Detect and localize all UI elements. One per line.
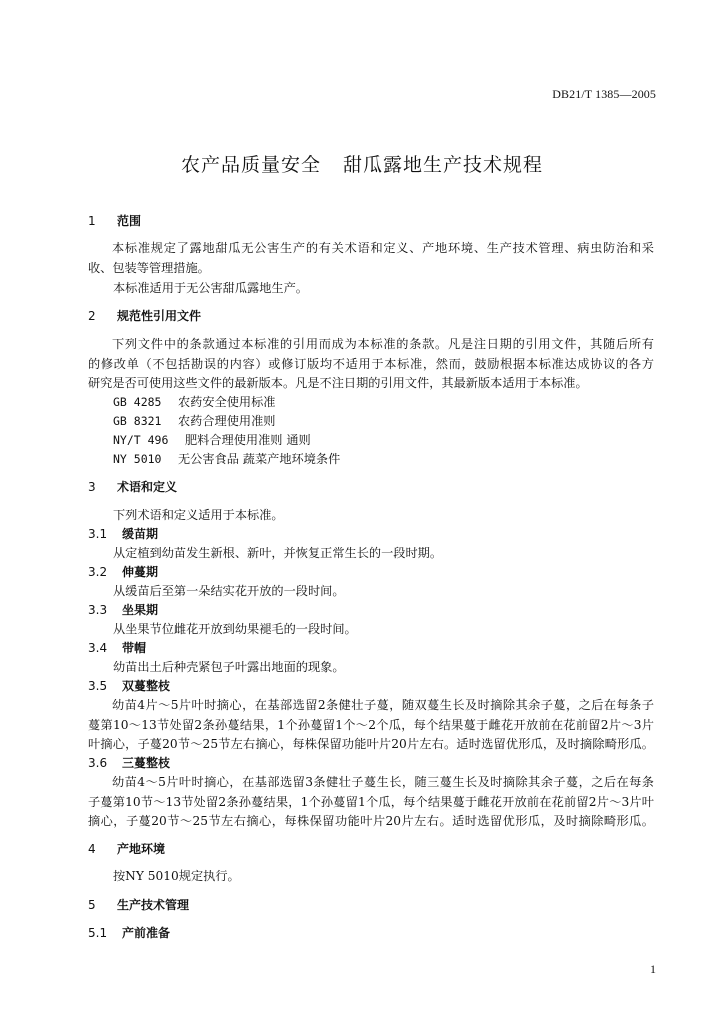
term-heading: 3.6 三蔓整枝	[88, 756, 171, 770]
term-heading: 3.1 缓苗期	[88, 527, 159, 541]
paragraph-line: 蔓第10～13节处留2条孙蔓结果，1个孙蔓留1个～2个瓜，每个结果蔓于雌花开放前在花前留2片～3片	[88, 718, 654, 732]
section-4-heading: 4 产地环境	[88, 842, 166, 856]
page-number: 1	[650, 962, 656, 976]
reference-item: NY/T 496 肥料合理使用准则 通则	[113, 433, 311, 447]
section-5-heading: 5 生产技术管理	[88, 898, 190, 912]
paragraph-line: 子蔓第10节～13节处留2条孙蔓结果，1个孙蔓留1个瓜，每个结果蔓于雌花开放前在花前留2片～3片叶	[88, 795, 654, 809]
paragraph-line: 本标准规定了露地甜瓜无公害生产的有关术语和定义、产地环境、生产技术管理、病虫防治和采	[112, 241, 654, 255]
reference-item: NY 5010 无公害食品 蔬菜产地环境条件	[113, 452, 341, 466]
paragraph-line: 幼苗4～5片叶时摘心，在基部选留3条健壮子蔓生长，随三蔓生长及时摘除其余子蔓，之后在每条	[112, 775, 654, 789]
term-heading: 3.3 坐果期	[88, 603, 159, 617]
term-definition: 从定植到幼苗发生新根、新叶，并恢复正常生长的一段时期。	[113, 546, 443, 560]
paragraph-line: 按NY 5010规定执行。	[113, 869, 240, 883]
section-3-heading: 3 术语和定义	[88, 480, 178, 494]
paragraph-line: 收、包装等管理措施。	[88, 261, 210, 275]
paragraph-line: 的修改单（不包括勘误的内容）或修订版均不适用于本标准，然而，鼓励根据本标准达成协议的各方	[88, 357, 654, 371]
term-definition: 从缓苗后至第一朵结实花开放的一段时间。	[113, 584, 345, 598]
paragraph-line: 研究是否可使用这些文件的最新版本。凡是不注日期的引用文件，其最新版本适用于本标准。	[88, 376, 588, 390]
paragraph-line: 下列文件中的条款通过本标准的引用而成为本标准的条款。凡是注日期的引用文件，其随后所有	[112, 337, 654, 351]
term-heading: 3.4 带帽	[88, 641, 147, 655]
document-code: DB21/T 1385—2005	[552, 87, 656, 101]
paragraph-line: 叶摘心，子蔓20节～25节左右摘心，每株保留功能叶片20片左右。适时选留优形瓜，及时摘除畸形瓜。	[88, 737, 654, 751]
paragraph-line: 本标准适用于无公害甜瓜露地生产。	[113, 281, 308, 295]
paragraph-line: 幼苗4片～5片叶时摘心，在基部选留2条健壮子蔓，随双蔓生长及时摘除其余子蔓，之后在每条子	[112, 698, 654, 712]
title-part-2: 甜瓜露地生产技术规程	[343, 154, 544, 176]
term-heading: 3.5 双蔓整枝	[88, 679, 171, 693]
section-5-1-heading: 5.1 产前准备	[88, 926, 171, 940]
section-2-heading: 2 规范性引用文件	[88, 309, 202, 323]
reference-item: GB 8321 农药合理使用准则	[113, 414, 276, 428]
term-definition: 从坐果节位雌花开放到幼果褪毛的一段时间。	[113, 622, 357, 636]
paragraph-line: 下列术语和定义适用于本标准。	[113, 508, 284, 522]
term-definition: 幼苗出土后种壳紧包子叶露出地面的现象。	[113, 660, 345, 674]
reference-item: GB 4285 农药安全使用标准	[113, 395, 276, 409]
document-title	[0, 150, 724, 177]
section-1-heading: 1 范围	[88, 214, 142, 228]
title-part-1: 农产品质量安全	[180, 154, 321, 176]
paragraph-line: 摘心，子蔓20节～25节左右摘心，每株保留功能叶片20片左右。适时选留优形瓜，及时摘除畸形瓜。	[88, 814, 654, 828]
term-heading: 3.2 伸蔓期	[88, 565, 159, 579]
